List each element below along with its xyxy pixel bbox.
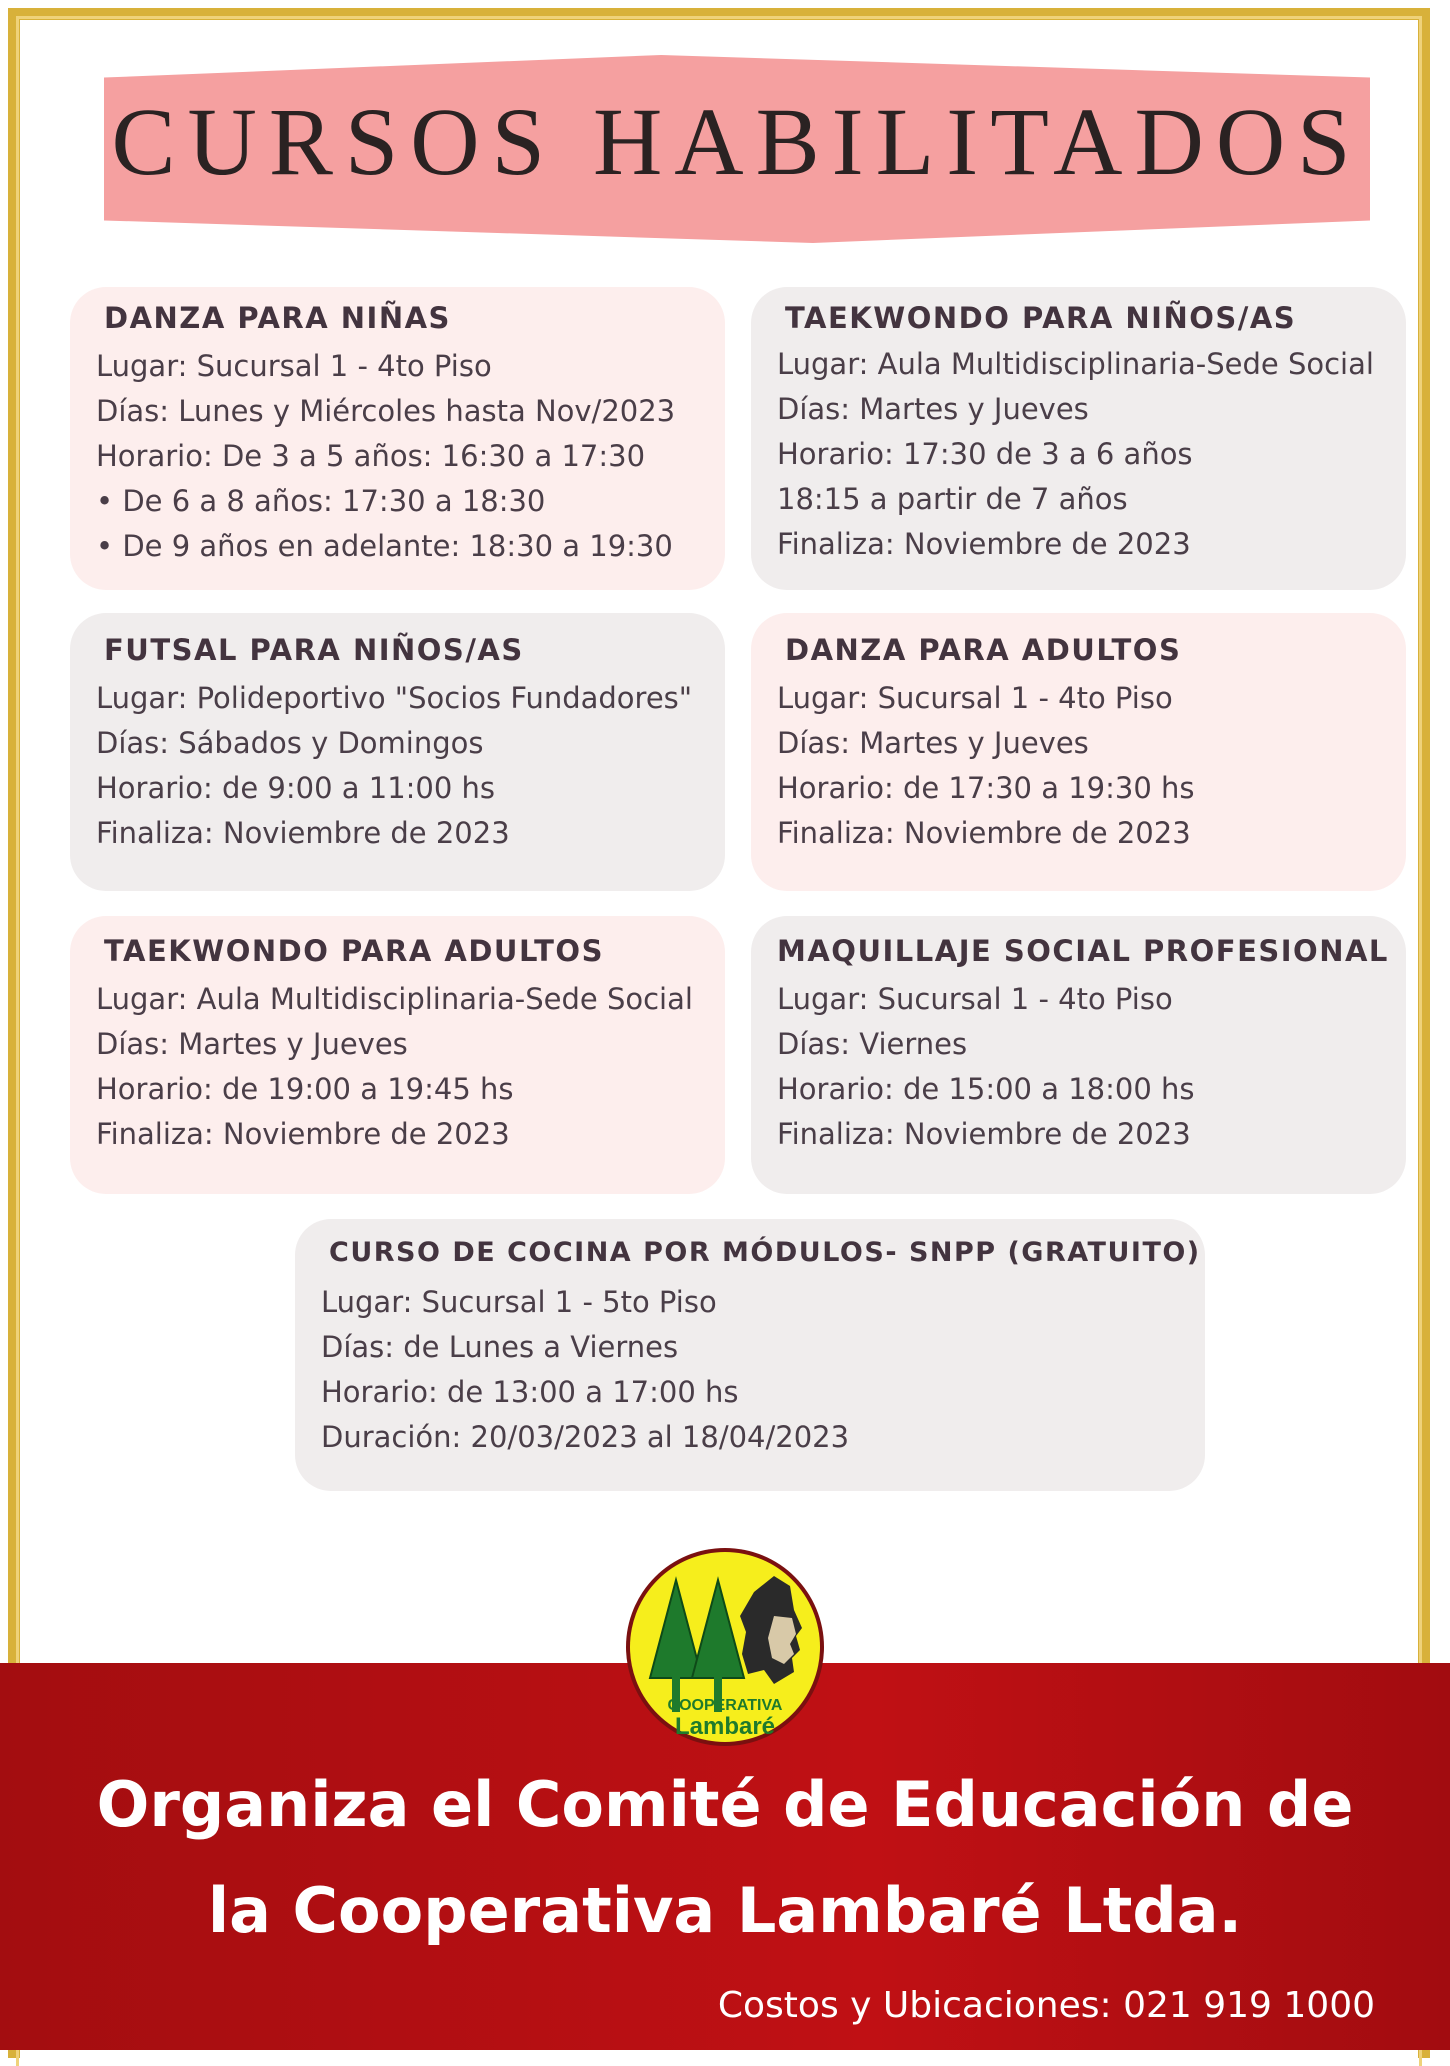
course-line: Horario: de 19:00 a 19:45 hs [96, 1072, 514, 1106]
course-card-taekwondo-adultos [70, 916, 725, 1194]
course-line: Lugar: Polideportivo "Socios Fundadores" [96, 681, 693, 715]
course-line: Horario: De 3 a 5 años: 16:30 a 17:30 [96, 439, 646, 473]
course-line: Finaliza: Noviembre de 2023 [777, 1117, 1191, 1151]
course-line: Lugar: Sucursal 1 - 5to Piso [321, 1285, 717, 1319]
course-line: Lugar: Sucursal 1 - 4to Piso [96, 349, 492, 383]
course-line: Días: Martes y Jueves [777, 726, 1089, 760]
course-line: Días: Sábados y Domingos [96, 726, 484, 760]
course-line: Horario: de 15:00 a 18:00 hs [777, 1072, 1195, 1106]
course-line: Lugar: Sucursal 1 - 4to Piso [777, 681, 1173, 715]
course-title: MAQUILLAJE SOCIAL PROFESIONAL [777, 934, 1389, 968]
course-title: DANZA PARA ADULTOS [785, 633, 1182, 667]
course-line: Horario: 17:30 de 3 a 6 años [777, 437, 1193, 471]
footer-organizer-line1: Organiza el Comité de Educación de [96, 1768, 1354, 1841]
logo-text-line1: COOPERATIVA [667, 1697, 783, 1714]
course-line: Horario: de 9:00 a 11:00 hs [96, 771, 496, 805]
course-line: Días: Lunes y Miércoles hasta Nov/2023 [96, 394, 676, 428]
course-line: Días: Martes y Jueves [96, 1027, 408, 1061]
course-line: Duración: 20/03/2023 al 18/04/2023 [321, 1420, 850, 1454]
course-card-cocina [295, 1219, 1205, 1491]
course-line: Lugar: Aula Multidisciplinaria-Sede Social [777, 347, 1374, 381]
course-line: Finaliza: Noviembre de 2023 [777, 816, 1191, 850]
cooperativa-lambare-logo [624, 1546, 826, 1748]
footer-contact: Costos y Ubicaciones: 021 919 1000 [717, 1985, 1375, 2026]
logo-text-line2: Lambaré [674, 1713, 776, 1740]
course-line: Horario: de 17:30 a 19:30 hs [777, 771, 1195, 805]
course-line: • De 6 a 8 años: 17:30 a 18:30 [96, 484, 546, 518]
footer-organizer-line2: la Cooperativa Lambaré Ltda. [207, 1874, 1243, 1947]
course-line: Lugar: Aula Multidisciplinaria-Sede Social [96, 982, 693, 1016]
course-title: TAEKWONDO PARA ADULTOS [104, 934, 604, 968]
course-line: Lugar: Sucursal 1 - 4to Piso [777, 982, 1173, 1016]
course-line: Días: Viernes [777, 1027, 968, 1061]
course-line: Finaliza: Noviembre de 2023 [96, 816, 510, 850]
course-line: 18:15 a partir de 7 años [777, 482, 1128, 516]
course-card-taekwondo-ninos [751, 287, 1406, 590]
course-card-futsal-ninos [70, 613, 725, 891]
course-line: Finaliza: Noviembre de 2023 [777, 527, 1191, 561]
course-card-maquillaje [751, 916, 1406, 1194]
course-title: TAEKWONDO PARA NIÑOS/AS [785, 301, 1297, 335]
course-title: DANZA PARA NIÑAS [104, 301, 451, 335]
course-line: Horario: de 13:00 a 17:00 hs [321, 1375, 739, 1409]
course-title: FUTSAL PARA NIÑOS/AS [104, 633, 524, 667]
course-card-danza-adultos [751, 613, 1406, 891]
course-card-danza-ninas [70, 287, 725, 590]
course-title: CURSO DE COCINA POR MÓDULOS- SNPP (GRATUITO) [329, 1237, 1201, 1268]
course-line: Días: de Lunes a Viernes [321, 1330, 679, 1364]
page-title: CURSOS HABILITADOS [111, 88, 1363, 195]
course-line: Días: Martes y Jueves [777, 392, 1089, 426]
course-line: • De 9 años en adelante: 18:30 a 19:30 [96, 529, 673, 563]
course-line: Finaliza: Noviembre de 2023 [96, 1117, 510, 1151]
